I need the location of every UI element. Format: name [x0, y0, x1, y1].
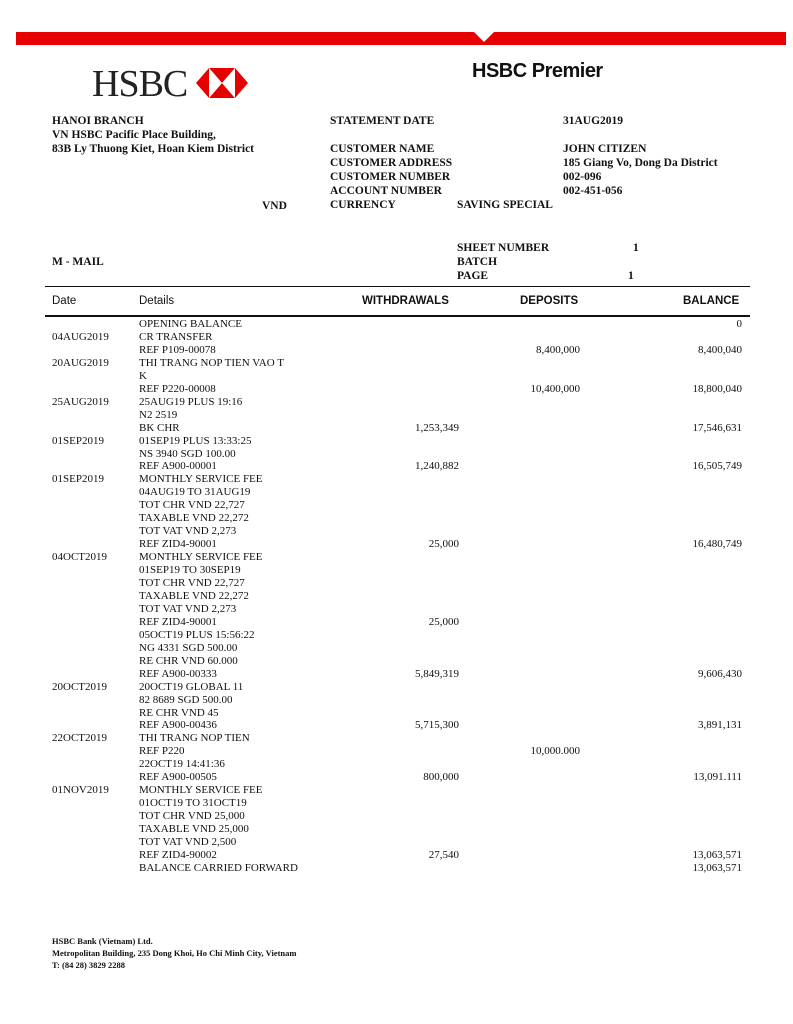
hsbc-hexagon-icon	[196, 68, 248, 98]
col-header-details: Details	[139, 295, 175, 307]
footer-line-3: T: (84 28) 3829 2288	[52, 960, 126, 970]
customer-name-label: CUSTOMER NAME	[330, 143, 435, 155]
row-date: 25AUG2019	[52, 395, 109, 408]
mail-label: M - MAIL	[52, 256, 104, 268]
row-balance: 0	[736, 318, 742, 330]
row-details: TOT VAT VND 2,273	[139, 602, 237, 615]
row-details: REF ZID4-90001	[139, 615, 217, 628]
row-details: TOT CHR VND 22,727	[139, 499, 245, 512]
branch-line-2: VN HSBC Pacific Place Building,	[52, 129, 216, 141]
row-details: MONTHLY SERVICE FEE	[139, 551, 263, 564]
row-date: 20OCT2019	[52, 680, 107, 693]
row-details: NG 4331 SGD 500.00	[139, 641, 238, 654]
statement-date-label: STATEMENT DATE	[330, 115, 435, 127]
row-balance: 13,091.111	[693, 771, 742, 784]
customer-number-label: CUSTOMER NUMBER	[330, 171, 451, 183]
row-balance: 3,891,131	[698, 719, 742, 732]
row-details: RE CHR VND 60.000	[139, 654, 238, 667]
row-withdrawal: 800,000	[423, 771, 459, 784]
row-details: 22OCT19 14:41:36	[139, 758, 225, 771]
row-date: 01SEP2019	[52, 473, 104, 486]
row-details: TAXABLE VND 22,272	[139, 589, 249, 602]
row-details: TOT VAT VND 2,500	[139, 836, 237, 848]
top-bar-notch	[474, 32, 494, 42]
col-header-withdrawals: WITHDRAWALS	[362, 295, 449, 307]
row-details: REF A900-00436	[139, 719, 217, 732]
row-details: TAXABLE VND 22,272	[139, 512, 249, 525]
sheet-number-label: SHEET NUMBER	[457, 242, 550, 254]
row-details: OPENING BALANCE	[139, 318, 242, 330]
customer-address-value: 185 Giang Vo, Dong Da District	[563, 157, 718, 169]
row-balance: 8,400,040	[698, 343, 742, 356]
row-details: REF P220-00008	[139, 382, 216, 395]
row-balance: 18,800,040	[692, 382, 742, 395]
row-date: 04OCT2019	[52, 551, 107, 564]
row-details: 25AUG19 PLUS 19:16	[139, 395, 243, 408]
row-details: REF ZID4-90002	[139, 848, 217, 861]
footer-line-1: HSBC Bank (Vietnam) Ltd.	[52, 936, 153, 946]
row-balance: 17,546,631	[692, 421, 742, 434]
row-details: CR TRANSFER	[139, 330, 213, 343]
row-withdrawal: 1,253,349	[415, 421, 459, 434]
row-withdrawal: 5,715,300	[415, 719, 459, 732]
col-header-date: Date	[52, 295, 77, 307]
hsbc-premier-logo: HSBC Premier	[472, 60, 603, 82]
row-withdrawal: 27,540	[428, 848, 459, 861]
row-details: REF A900-00333	[139, 667, 217, 680]
batch-label: BATCH	[457, 256, 498, 268]
row-deposit: 10,400,000	[530, 382, 580, 395]
row-date: 01SEP2019	[52, 434, 104, 447]
row-details: TOT VAT VND 2,273	[139, 525, 237, 538]
row-details: REF ZID4-90001	[139, 538, 217, 551]
row-balance: 16,505,749	[692, 460, 742, 473]
row-details: NS 3940 SGD 100.00	[139, 447, 236, 460]
row-details: MONTHLY SERVICE FEE	[139, 784, 263, 797]
row-details: 20OCT19 GLOBAL 11	[139, 680, 244, 693]
top-red-bar	[16, 32, 786, 45]
row-withdrawal: 25,000	[428, 615, 459, 628]
row-details: REF A900-00505	[139, 771, 217, 784]
customer-name-value: JOHN CITIZEN	[563, 143, 647, 155]
row-details: BK CHR	[139, 421, 180, 434]
hsbc-logo-text: HSBC	[92, 63, 188, 105]
row-details: 01SEP19 PLUS 13:33:25	[139, 434, 252, 447]
table-header-rule	[45, 315, 750, 317]
row-details: TOT CHR VND 22,727	[139, 577, 245, 589]
branch-vnd: VND	[262, 200, 287, 212]
row-details: N2 2519	[139, 408, 178, 421]
row-deposit: 10,000.000	[530, 745, 580, 758]
row-withdrawal: 1,240,882	[415, 460, 459, 473]
row-details: THI TRANG NOP TIEN VAO T	[139, 356, 284, 369]
row-balance: 13,063,571	[692, 848, 742, 861]
statement-date-value: 31AUG2019	[563, 115, 624, 127]
row-details: RE CHR VND 45	[139, 706, 219, 719]
account-number-value: 002-451-056	[563, 185, 623, 197]
row-date: 04AUG2019	[52, 330, 109, 343]
col-header-deposits: DEPOSITS	[520, 295, 579, 307]
row-details: TOT CHR VND 25,000	[139, 810, 245, 823]
row-balance: 16,480,749	[692, 538, 742, 551]
currency-label: CURRENCY	[330, 199, 396, 211]
row-details: BALANCE CARRIED FORWARD	[139, 861, 298, 874]
row-details: 01OCT19 TO 31OCT19	[139, 797, 247, 810]
row-date: 20AUG2019	[52, 356, 109, 369]
row-details: REF P220	[139, 745, 185, 758]
table-top-rule	[45, 286, 750, 287]
row-details: THI TRANG NOP TIEN	[139, 732, 250, 745]
account-number-label: ACCOUNT NUMBER	[330, 185, 442, 197]
row-details: MONTHLY SERVICE FEE	[139, 473, 263, 486]
row-details: 82 8689 SGD 500.00	[139, 693, 233, 706]
row-withdrawal: 25,000	[428, 538, 459, 551]
branch-line-3: 83B Ly Thuong Kiet, Hoan Kiem District	[52, 143, 255, 155]
footer-line-2: Metropolitan Building, 235 Dong Khoi, Ho Chi Minh City, Vietnam	[52, 948, 297, 958]
currency-value: SAVING SPECIAL	[457, 199, 553, 211]
row-date: 01NOV2019	[52, 784, 109, 797]
page-label: PAGE	[457, 270, 489, 282]
customer-address-label: CUSTOMER ADDRESS	[330, 157, 453, 169]
customer-number-value: 002-096	[563, 171, 602, 183]
row-details: TAXABLE VND 25,000	[139, 823, 249, 836]
row-details: 05OCT19 PLUS 15:56:22	[139, 628, 255, 641]
row-balance: 9,606,430	[698, 667, 742, 680]
row-details: 01SEP19 TO 30SEP19	[139, 564, 241, 577]
row-details: REF A900-00001	[139, 460, 217, 473]
row-withdrawal: 5,849,319	[415, 667, 459, 680]
page-value: 1	[628, 270, 634, 282]
row-details: REF P109-00078	[139, 343, 216, 356]
sheet-number-value: 1	[633, 242, 639, 254]
row-details: K	[139, 369, 147, 382]
row-date: 22OCT2019	[52, 732, 107, 745]
col-header-balance: BALANCE	[683, 295, 740, 307]
row-deposit: 8,400,000	[536, 343, 580, 356]
row-details: 04AUG19 TO 31AUG19	[139, 486, 251, 499]
branch-line-1: HANOI BRANCH	[52, 115, 144, 127]
row-balance: 13,063,571	[692, 861, 742, 874]
